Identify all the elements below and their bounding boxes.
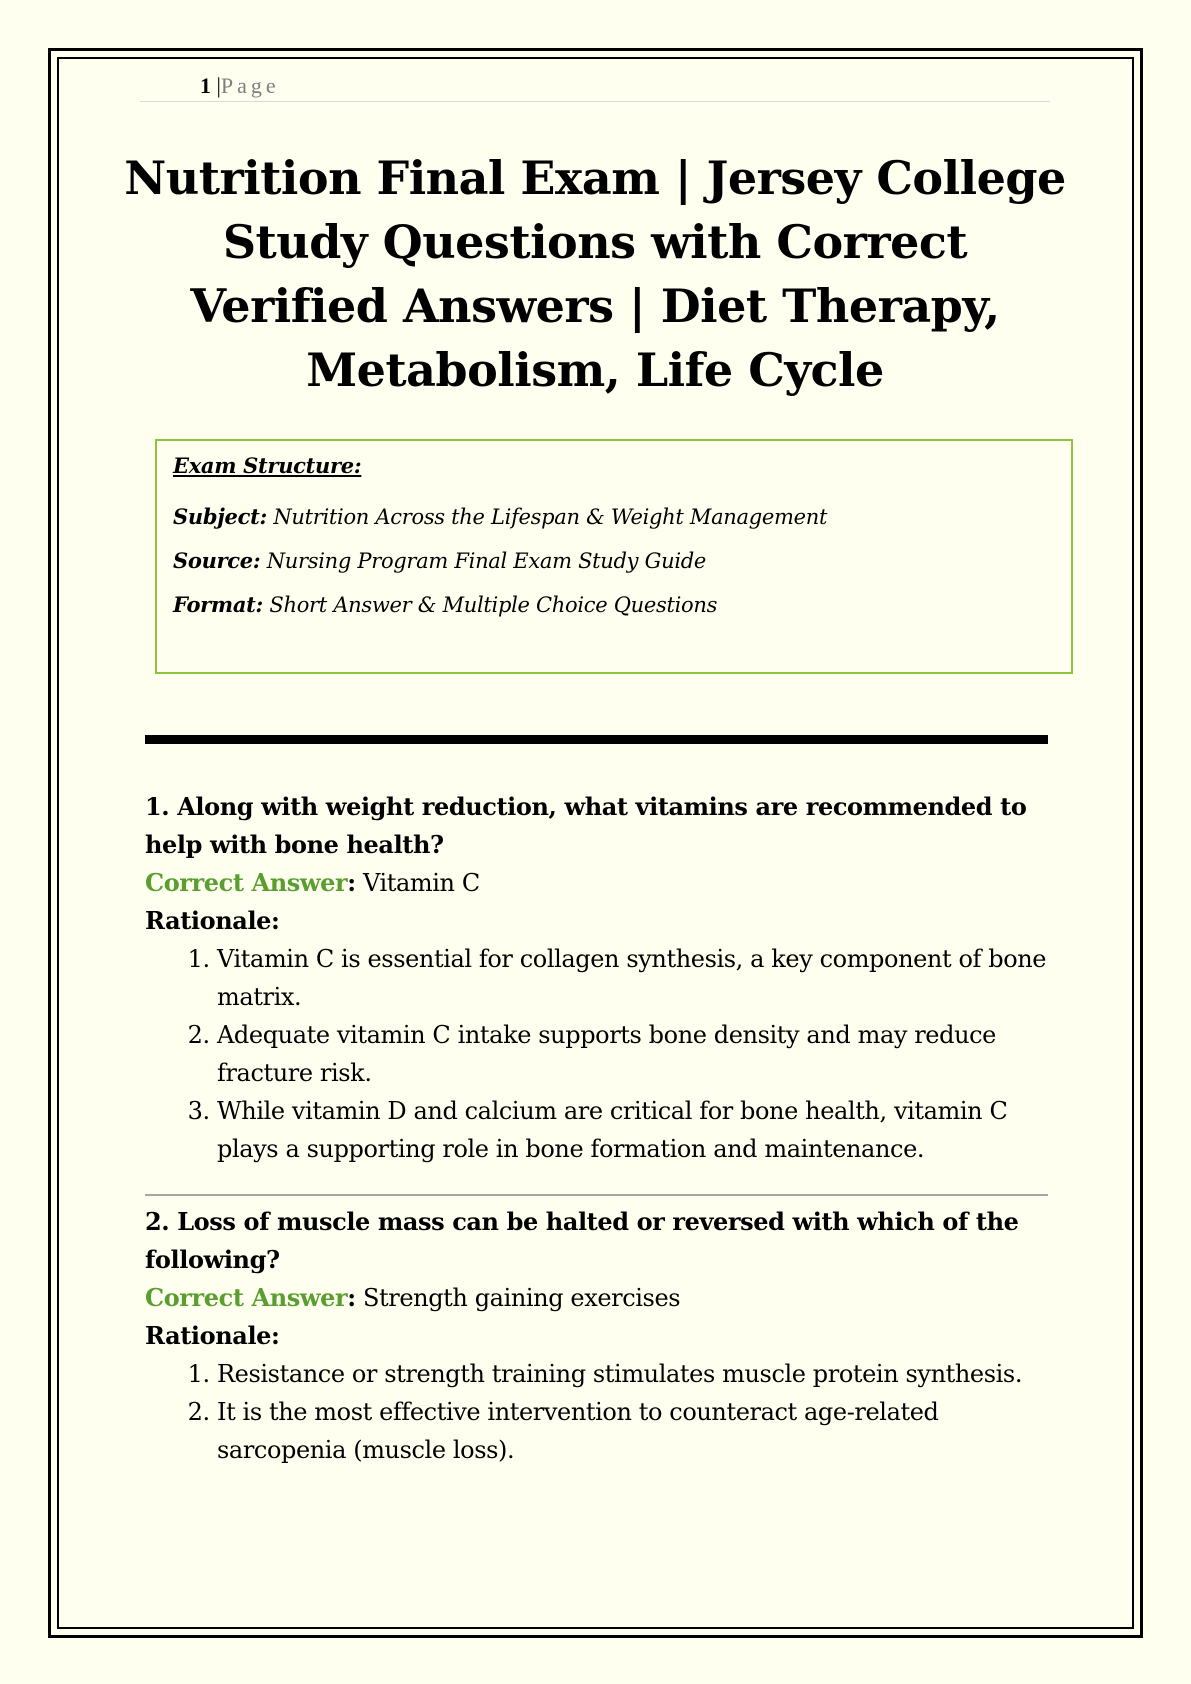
- question-text: 2. Loss of muscle mass can be halted or reversed with which of the following?: [145, 1207, 1019, 1274]
- rationale-list: [145, 940, 1055, 1168]
- answer-row: Correct Answer: Vitamin C: [145, 868, 480, 897]
- exam-structure-heading: Exam Structure:: [173, 453, 362, 478]
- question-block-2: [145, 1203, 1055, 1469]
- format-row: Format: Short Answer & Multiple Choice Questions: [173, 592, 718, 617]
- question-divider: [145, 1194, 1048, 1196]
- rationale-item: 2. It is the most effective intervention to counteract age-related sarcopenia (muscle loss).: [217, 1393, 1055, 1469]
- document-title: Nutrition Final Exam | Jersey College Study Questions with Correct Verified Answers | Diet Therapy, Metabolism, Life Cycle: [124, 151, 1066, 397]
- rationale-list: [145, 1355, 1055, 1469]
- answer-value: Strength gaining exercises: [362, 1284, 681, 1312]
- rationale-item: 2. Adequate vitamin C intake supports bone density and may reduce fracture risk.: [217, 1016, 1055, 1092]
- page-header: [140, 70, 1050, 102]
- section-divider-thick: [145, 735, 1048, 744]
- rationale-item: 3. While vitamin D and calcium are critical for bone health, vitamin C plays a supporting role in bone formation and maintenance.: [217, 1092, 1055, 1168]
- question-block-1: [145, 788, 1055, 1168]
- question-text: 1. Along with weight reduction, what vitamins are recommended to help with bone health?: [145, 792, 1027, 859]
- answer-value: Vitamin C: [362, 869, 480, 897]
- rationale-heading: Rationale:: [145, 1321, 280, 1350]
- rationale-heading: Rationale:: [145, 906, 280, 935]
- page-number: 1 |Page: [200, 73, 280, 98]
- exam-structure-box: [155, 439, 1073, 674]
- rationale-item: 1. Resistance or strength training stimulates muscle protein synthesis.: [217, 1355, 1055, 1393]
- subject-row: Subject: Nutrition Across the Lifespan & Weight Management: [173, 504, 828, 529]
- source-row: Source: Nursing Program Final Exam Study Guide: [173, 548, 707, 573]
- rationale-item: 1. Vitamin C is essential for collagen synthesis, a key component of bone matrix.: [217, 940, 1055, 1016]
- answer-row: Correct Answer: Strength gaining exercises: [145, 1283, 681, 1312]
